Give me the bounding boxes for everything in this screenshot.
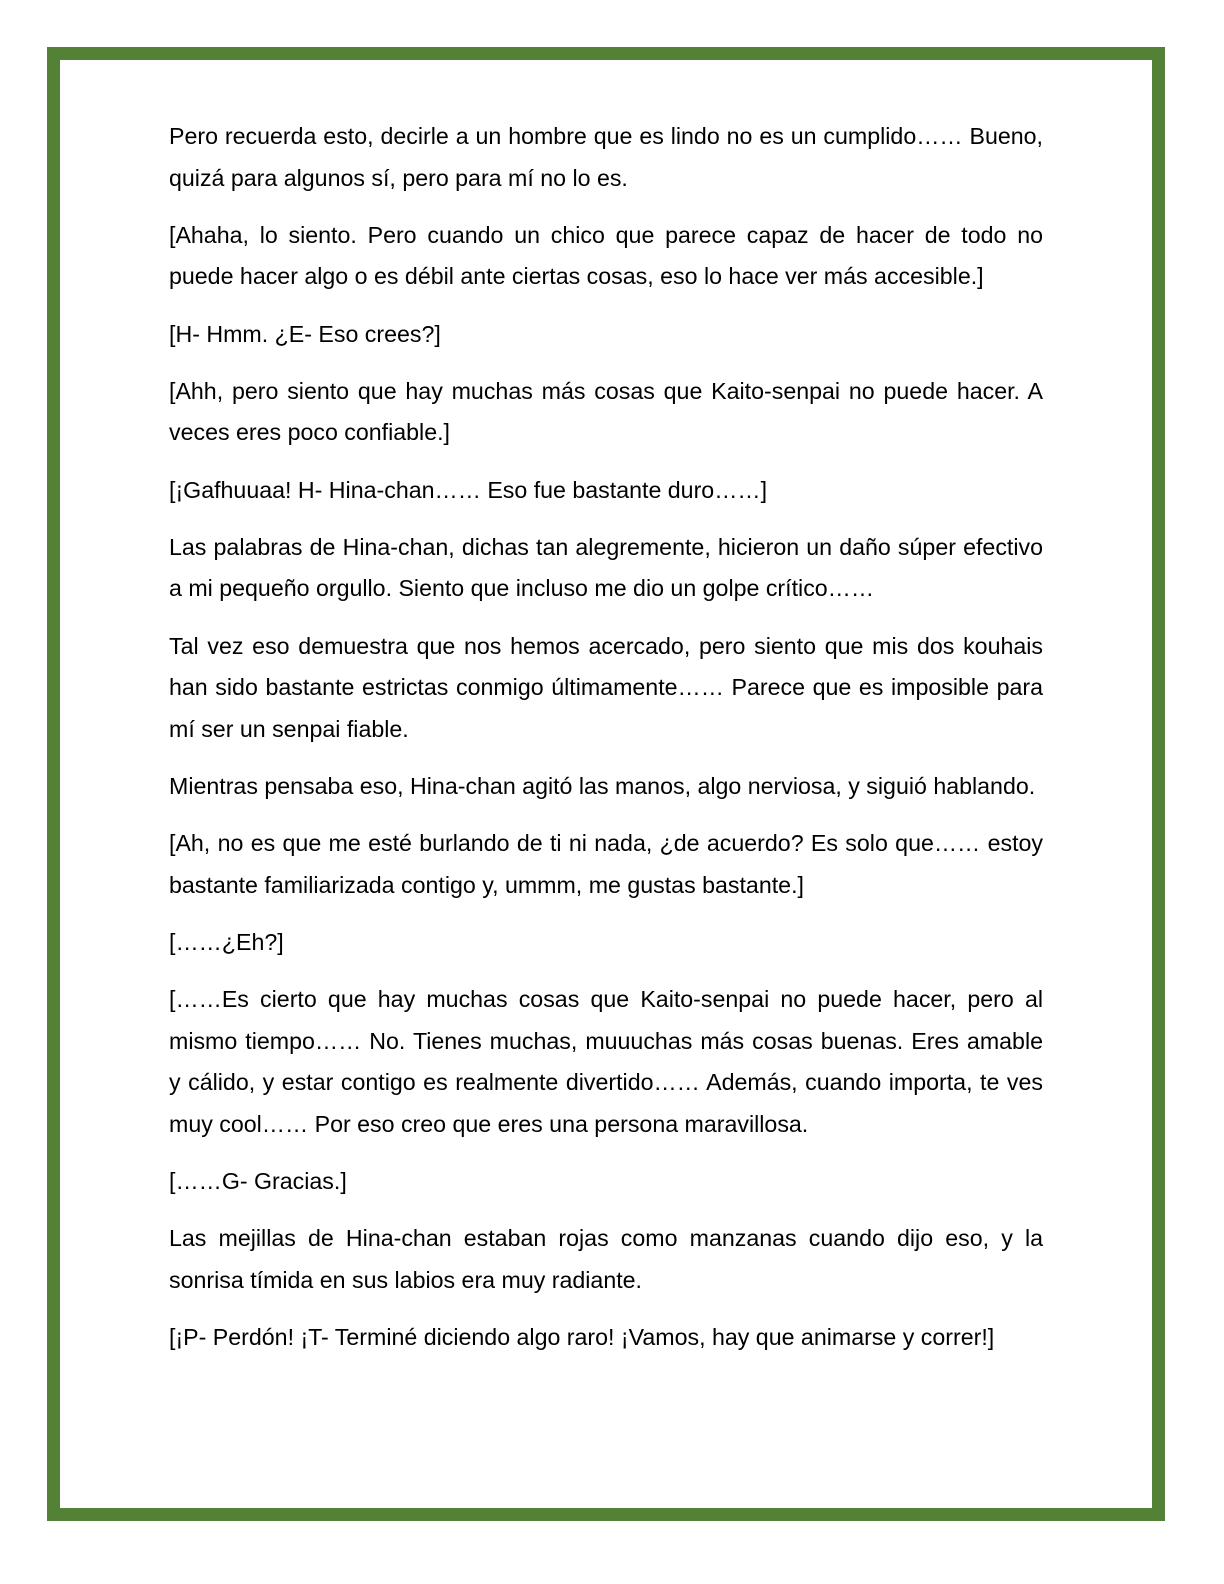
paragraph: Tal vez eso demuestra que nos hemos acercado, pero siento que mis dos kouhais han sido bastante estrictas conmigo últimamente…… Parece que es imposible para mí ser un senpai fiable.: [169, 632, 1043, 742]
paragraph: [……G- Gracias.]: [169, 1168, 347, 1194]
paragraph: [……Es cierto que hay muchas cosas que Kaito-senpai no puede hacer, pero al mismo tiempo…… No. Tienes muchas, muuuchas más cosas buenas. Eres amable y cálido, y estar contigo es realmente divertido…… Además, cuando importa, te ves muy cool…… Por eso creo que eres una persona maravillosa.: [169, 986, 1043, 1137]
document-body: [169, 116, 1043, 1374]
paragraph: [¡P- Perdón! ¡T- Terminé diciendo algo raro! ¡Vamos, hay que animarse y correr!]: [169, 1323, 995, 1350]
paragraph: Las palabras de Hina-chan, dichas tan alegremente, hicieron un daño súper efectivo a mi pequeño orgullo. Siento que incluso me dio un golpe crítico……: [169, 533, 1043, 602]
paragraph: Pero recuerda esto, decirle a un hombre que es lindo no es un cumplido…… Bueno, quizá para algunos sí, pero para mí no lo es.: [169, 123, 1043, 191]
paragraph: [H- Hmm. ¿E- Eso crees?]: [169, 320, 441, 347]
paragraph: Mientras pensaba eso, Hina-chan agitó las manos, algo nerviosa, y siguió hablando.: [169, 772, 1036, 799]
paragraph: [……¿Eh?]: [169, 928, 284, 955]
paragraph: [Ahh, pero siento que hay muchas más cosas que Kaito-senpai no puede hacer. A veces eres poco confiable.]: [169, 377, 1043, 446]
paragraph: [Ah, no es que me esté burlando de ti ni nada, ¿de acuerdo? Es solo que…… estoy bastante familiarizada contigo y, ummm, me gustas bastante.]: [169, 830, 1043, 898]
paragraph: [¡Gafhuuaa! H- Hina-chan…… Eso fue bastante duro……]: [169, 476, 768, 503]
paragraph: [Ahaha, lo siento. Pero cuando un chico que parece capaz de hacer de todo no puede hacer algo o es débil ante ciertas cosas, eso lo hace ver más accesible.]: [169, 221, 1043, 290]
paragraph: Las mejillas de Hina-chan estaban rojas como manzanas cuando dijo eso, y la sonrisa tímida en sus labios era muy radiante.: [169, 1225, 1043, 1293]
